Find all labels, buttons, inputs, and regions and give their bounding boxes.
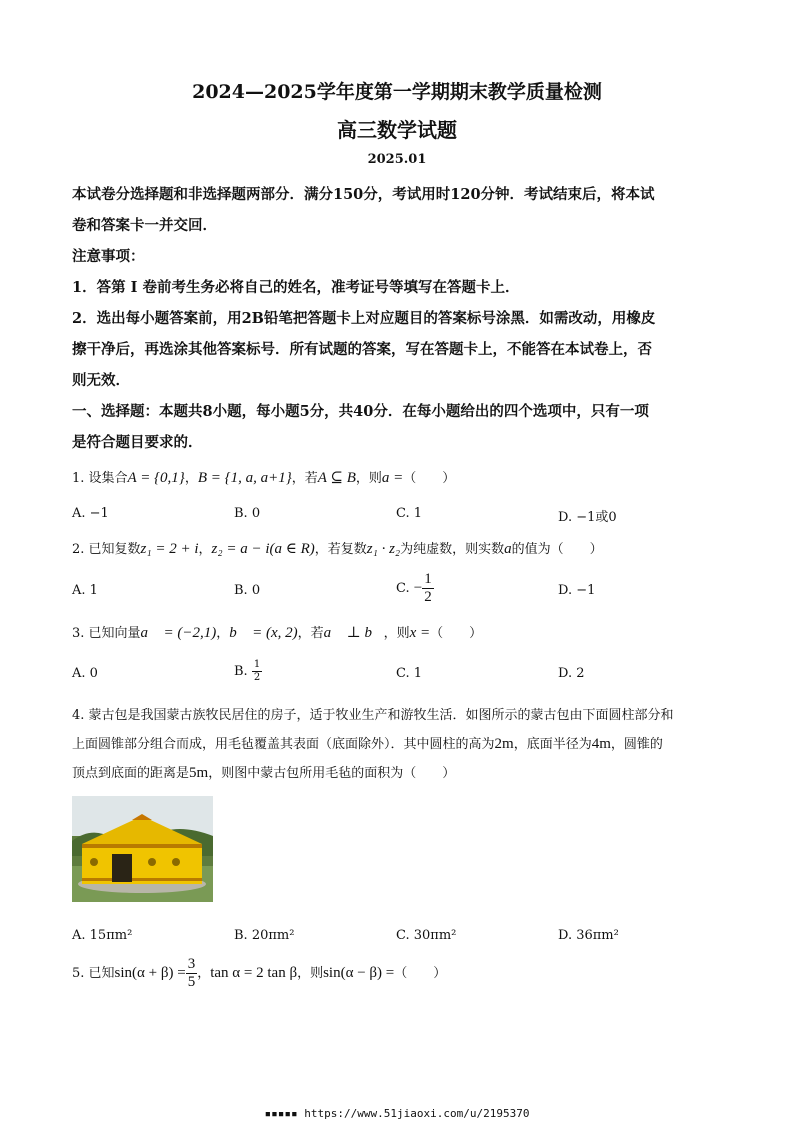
q5-prefix: 5. 已知: [72, 966, 115, 981]
section-1-line-2: 是符合题目要求的．: [72, 434, 203, 451]
q3-option-c[interactable]: C. 1: [396, 666, 423, 681]
q2-option-d[interactable]: D. −1: [558, 583, 596, 598]
q5-fraction: [186, 957, 198, 990]
q4-height: 2m: [494, 736, 514, 752]
intro-line-2: 卷和答案卡一并交回．: [72, 217, 217, 234]
q1-prefix: 1. 设集合: [72, 471, 128, 486]
fraction-denominator: 2: [253, 672, 261, 683]
q2-tail: 为纯虚数，则实数: [400, 542, 505, 557]
q3-vector-b: b⃗ = (x, 2): [229, 625, 298, 641]
q4-option-b[interactable]: B. 20πm²: [234, 928, 295, 943]
q2-option-b[interactable]: B. 0: [234, 583, 261, 598]
question-3: [72, 622, 482, 642]
q2-product: z₁ · z₂: [366, 541, 401, 557]
q3-comma: ，: [216, 626, 230, 641]
q3-option-d[interactable]: D. 2: [558, 666, 585, 681]
q1-ask: a =: [381, 470, 404, 486]
footer-prefix: ▪▪▪▪▪: [264, 1107, 298, 1120]
q2-option-c-fraction: [422, 572, 434, 605]
q4-text: 上面圆锥部分组合而成，用毛毡覆盖其表面（底面除外）．其中圆柱的高为: [72, 737, 495, 752]
q1-option-d[interactable]: D. −1或0: [558, 510, 617, 525]
question-4-line-1: 4. 蒙古包是我国蒙古族牧民居住的房子，适于牧业生产和游牧生活．如图所示的蒙古包由下面圆柱部分和: [72, 708, 674, 723]
q4-option-d[interactable]: D. 36πm²: [558, 928, 619, 943]
q5-tan-condition: tan α = 2 tan β: [210, 965, 298, 981]
fraction-denominator: 2: [424, 589, 432, 605]
q1-set-a: A = {0,1}: [127, 470, 185, 486]
q4-text: ，底面半径为: [513, 737, 592, 752]
q1-comma: ，: [184, 471, 198, 486]
yurt-illustration: [72, 796, 213, 902]
q4-text: ，圆锥的: [610, 737, 663, 752]
q2-option-c[interactable]: [396, 572, 434, 605]
q2-option-c-label: C.: [396, 581, 410, 596]
question-2: [72, 538, 603, 558]
fraction-numerator: 3: [187, 956, 196, 972]
q1-tail: ，则: [355, 471, 382, 486]
q1-mid: ，若: [291, 471, 318, 486]
q3-option-b-label: B.: [234, 664, 248, 679]
q2-tail-2: 的值为（ ）: [511, 542, 603, 557]
q4-option-c[interactable]: C. 30πm²: [396, 928, 457, 943]
q5-lhs: sin(α + β) =: [114, 965, 186, 981]
q3-option-b[interactable]: [234, 660, 262, 683]
q5-paren: （ ）: [394, 966, 447, 981]
q2-option-c-sign: −: [413, 580, 423, 596]
q1-set-b: B = {1, a, a+1}: [197, 470, 292, 486]
q3-vector-a: a⃗ = (−2,1): [140, 625, 217, 641]
q3-paren: （ ）: [430, 626, 483, 641]
q1-option-b[interactable]: B. 0: [234, 506, 261, 521]
question-1: [72, 467, 455, 487]
note-2-line-2: 擦干净后，再选涂其他答案标号．所有试题的答案，写在答题卡上，不能答在本试卷上，否: [72, 341, 652, 358]
yurt-photo: [72, 796, 213, 902]
q3-option-a[interactable]: A. 0: [72, 666, 98, 681]
question-4-line-3: [72, 762, 455, 782]
q4-radius: 4m: [591, 736, 611, 752]
q3-ask: x =: [409, 625, 431, 641]
paper-subtitle: 高三数学试题: [337, 118, 457, 142]
q4-text: 顶点到底面的距离是: [72, 766, 190, 781]
q4-text: ，则图中蒙古包所用毛毡的面积为（ ）: [208, 766, 456, 781]
question-4-line-2: [72, 733, 663, 753]
q1-option-a[interactable]: A. −1: [72, 506, 109, 521]
fraction-denominator: 5: [187, 974, 196, 990]
q4-option-a[interactable]: A. 15πm²: [72, 928, 133, 943]
q5-comma: ，: [197, 966, 211, 981]
q3-tail: ，则: [383, 626, 410, 641]
q3-option-b-fraction: [252, 660, 262, 683]
q2-prefix: 2. 已知复数: [72, 542, 141, 557]
q1-option-c[interactable]: C. 1: [396, 506, 423, 521]
paper-title: 2024—2025学年度第一学期期末教学质量检测: [192, 81, 602, 103]
q5-tail: ，则: [297, 966, 324, 981]
q1-paren: （ ）: [403, 471, 456, 486]
paper-date: 2025.01: [367, 152, 427, 167]
q3-prefix: 3. 已知向量: [72, 626, 141, 641]
q2-var: a: [504, 541, 512, 557]
q2-z2: z₂ = a − i(a ∈ R): [211, 541, 315, 557]
q4-distance: 5m: [189, 765, 209, 781]
notes-heading: 注意事项：: [72, 248, 145, 265]
q5-ask: sin(α − β) =: [323, 965, 395, 981]
question-5: [72, 957, 446, 990]
q2-comma: ，: [198, 542, 212, 557]
footer-url-link[interactable]: https://www.51jiaoxi.com/u/2195370: [304, 1107, 530, 1120]
intro-line-1: 本试卷分选择题和非选择题两部分．满分150分，考试用时120分钟．考试结束后，将本试: [72, 186, 655, 203]
q2-option-a[interactable]: A. 1: [72, 583, 98, 598]
note-2-line-1: 2．选出每小题答案前，用2B铅笔把答题卡上对应题目的答案标号涂黑．如需改动，用橡皮: [72, 310, 656, 327]
q1-condition: A ⊆ B: [317, 470, 356, 486]
fraction-numerator: 1: [253, 659, 261, 670]
fraction-numerator: 1: [424, 571, 432, 587]
q2-mid: ，若复数: [314, 542, 367, 557]
q3-condition: a⃗ ⊥ b⃗: [323, 625, 384, 641]
note-2-line-3: 则无效．: [72, 372, 130, 389]
q2-z1: z₁ = 2 + i: [140, 541, 199, 557]
note-1: 1．答第 I 卷前考生务必将自己的姓名，准考证号等填写在答题卡上．: [72, 279, 520, 296]
q3-mid: ，若: [297, 626, 324, 641]
footer: [0, 1107, 794, 1120]
section-1-line-1: 一、选择题：本题共8小题，每小题5分，共40分．在每小题给出的四个选项中，只有一项: [72, 403, 649, 420]
